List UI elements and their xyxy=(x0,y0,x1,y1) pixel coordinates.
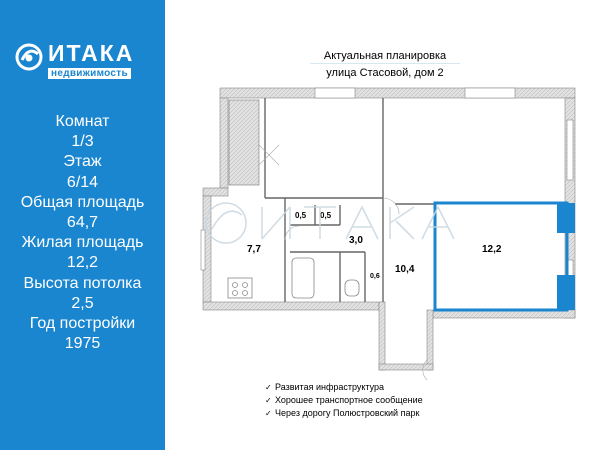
listing-stats xyxy=(0,112,165,354)
stat-floor-value: 6/14 xyxy=(66,173,99,191)
title-divider xyxy=(310,63,460,64)
label-bath: 0,6 xyxy=(370,273,380,280)
stat-living-area-label: Жилая площадь xyxy=(21,234,144,252)
check-icon: ✓ xyxy=(265,409,272,418)
closet xyxy=(229,100,259,185)
check-icon: ✓ xyxy=(265,383,272,392)
plan-address: улица Стасовой, дом 2 xyxy=(326,67,444,79)
feature-text: Хорошее транспортное сообщение xyxy=(275,395,423,405)
company-logo xyxy=(14,40,154,82)
stat-living-area-value: 12,2 xyxy=(66,254,99,272)
stat-ceiling-value: 2,5 xyxy=(71,294,94,312)
highlighted-room xyxy=(435,203,575,310)
stat-total-area-value: 64,7 xyxy=(66,214,99,232)
window-top-left xyxy=(315,88,355,98)
window-top-right xyxy=(465,88,515,98)
brand-subtitle: недвижимость xyxy=(48,68,131,79)
stat-rooms-value: 1/3 xyxy=(71,133,94,151)
stat-total-area-label: Общая площадь xyxy=(20,193,145,211)
label-corridor: 10,4 xyxy=(395,264,415,275)
stat-floor-label: Этаж xyxy=(63,153,102,171)
brand-name: ИТАКА xyxy=(48,40,135,66)
door-swing-mark xyxy=(259,145,279,165)
check-icon: ✓ xyxy=(265,396,272,405)
features-list xyxy=(265,381,423,420)
interior-walls xyxy=(265,98,435,310)
sidebar xyxy=(0,0,165,450)
stat-year-value: 1975 xyxy=(64,335,101,353)
window-right-top xyxy=(567,120,573,180)
feature-item xyxy=(265,394,423,407)
feature-text: Через дорогу Полюстровский парк xyxy=(275,408,420,418)
feature-text: Развитая инфраструктура xyxy=(275,382,385,392)
logo-swirl-icon xyxy=(14,42,44,72)
label-kitchen: 7,7 xyxy=(247,244,261,255)
plan-title: Актуальная планировка xyxy=(323,50,447,62)
label-wc2: 0,5 xyxy=(320,211,332,220)
floor-plan xyxy=(195,80,585,400)
label-wc1: 0,5 xyxy=(295,211,307,220)
stat-year-label: Год постройки xyxy=(29,315,136,333)
feature-item xyxy=(265,407,423,420)
stat-ceiling-label: Высота потолка xyxy=(23,274,142,292)
feature-item xyxy=(265,381,423,394)
label-hall: 3,0 xyxy=(349,235,363,246)
label-room: 12,2 xyxy=(482,244,502,255)
window-left xyxy=(201,230,205,270)
stat-rooms-label: Комнат xyxy=(55,113,110,130)
